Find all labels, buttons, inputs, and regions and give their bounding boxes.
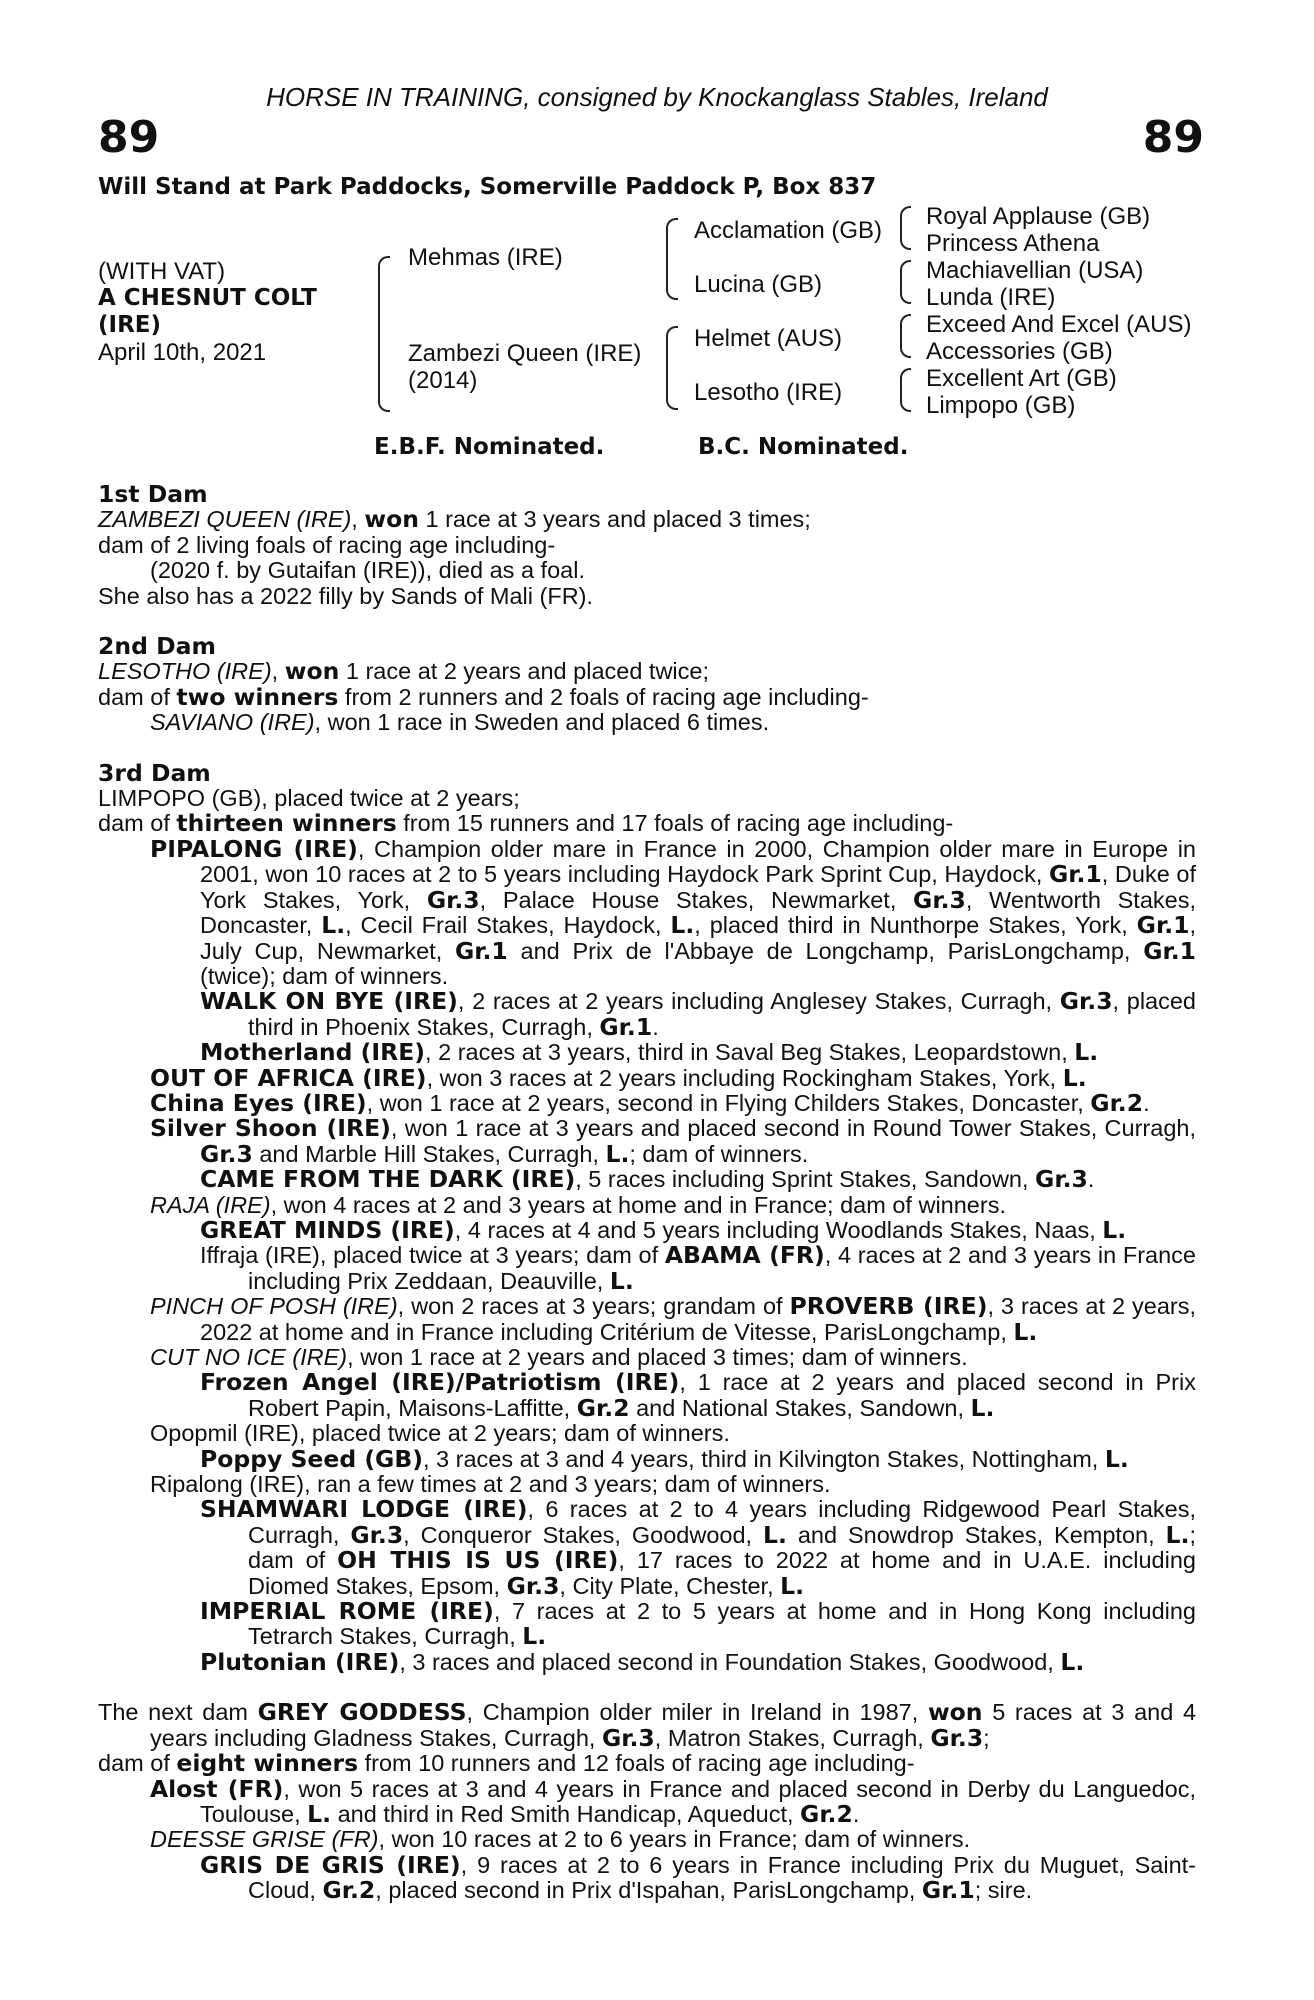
first-dam-produce: dam of 2 living foals of racing age including- bbox=[98, 531, 556, 558]
entry-motherland: Motherland (IRE), 2 races at 3 years, third in Saval Beg Stakes, Leopardstown, L. bbox=[200, 1038, 1099, 1067]
ebf-nomination: E.B.F. Nominated. bbox=[374, 434, 605, 460]
next-dam-line: The next dam GREY GODDESS, Champion older miler in Ireland in 1987, won 5 races at 3 and 4 years including Gladness Stakes, Curragh, Gr.3, Matron Stakes, Curragh, Gr.3; bbox=[98, 1698, 1197, 1752]
first-dam-heading: 1st Dam bbox=[98, 480, 208, 508]
pedigree-dam-sire: Helmet (AUS) bbox=[694, 325, 843, 352]
pedigree-brace-gg1 bbox=[900, 206, 911, 250]
second-dam-produce: dam of two winners from 2 runners and 2 foals of racing age including- bbox=[98, 682, 869, 711]
pedigree-gg-1: Royal Applause (GB) bbox=[926, 203, 1151, 230]
third-dam-heading: 3rd Dam bbox=[98, 758, 211, 787]
entry-frozen-angel: Frozen Angel (IRE)/Patriotism (IRE), 1 race at 2 years and placed second in Prix Robert Papin, Maisons-Laffitte, Gr.2 and National Stakes, Sandown, L. bbox=[200, 1368, 1196, 1422]
second-dam-line: LESOTHO (IRE), won 1 race at 2 years and placed twice; bbox=[98, 657, 710, 686]
pedigree-brace-gg3 bbox=[900, 314, 911, 358]
pedigree-sire-sire: Acclamation (GB) bbox=[694, 217, 883, 244]
pedigree-brace-gg4 bbox=[900, 368, 911, 412]
entry-opopmil: Opopmil (IRE), placed twice at 2 years; dam of winners. bbox=[150, 1420, 730, 1447]
entry-raja: RAJA (IRE), won 4 races at 2 and 3 years at home and in France; dam of winners. bbox=[150, 1191, 1006, 1218]
entry-silver-shoon: Silver Shoon (IRE), won 1 race at 3 years and placed second in Round Tower Stakes, Curragh, Gr.3 and Marble Hill Stakes, Curragh, L.; dam of winners. bbox=[150, 1114, 1196, 1168]
entry-pipalong: PIPALONG (IRE), Champion older mare in France in 2000, Champion older mare in Europe in 2001, won 10 races at 2 to 5 years including Haydock Park Sprint Cup, Haydock, Gr.1, Duke of York Stakes, York, Gr.3, Palace House Stakes, Newmarket, Gr.3, Wentworth Stakes, Doncaster, L., Cecil Frail Stakes, Haydock, L., placed third in Nunthorpe Stakes, York, Gr.1, July Cup, Newmarket, Gr.1 and Prix de l'Abbaye de Longchamp, ParisLongchamp, Gr.1 (twice); dam of winners. bbox=[150, 834, 1197, 989]
third-dam-produce: dam of thirteen winners from 15 runners and 17 foals of racing age including- bbox=[98, 809, 954, 838]
horse-description: A CHESNUT COLT bbox=[98, 285, 317, 311]
pedigree-sire-dam: Lucina (GB) bbox=[694, 271, 823, 298]
consignor-line: HORSE IN TRAINING, consigned by Knockanglass Stables, Ireland bbox=[266, 82, 1048, 112]
pedigree-brace-dam bbox=[666, 326, 678, 410]
entry-deesse-grise: DEESSE GRISE (FR), won 10 races at 2 to 6 years in France; dam of winners. bbox=[150, 1826, 971, 1853]
lot-number-right: 89 bbox=[1142, 112, 1204, 163]
entry-came-from-the-dark: CAME FROM THE DARK (IRE), 5 races including Sprint Stakes, Sandown, Gr.3. bbox=[200, 1165, 1095, 1194]
horse-origin: (IRE) bbox=[98, 312, 162, 338]
pedigree-gg-2: Princess Athena bbox=[926, 230, 1100, 257]
produce-record bbox=[98, 482, 1196, 1904]
entry-great-minds: GREAT MINDS (IRE), 4 races at 4 and 5 years including Woodlands Stakes, Naas, L. bbox=[200, 1215, 1127, 1244]
pedigree-gg-4: Lunda (IRE) bbox=[926, 284, 1056, 311]
entry-shamwari-lodge: SHAMWARI LODGE (IRE), 6 races at 2 to 4 years including Ridgewood Pearl Stakes, Curragh, Gr.3, Conqueror Stakes, Goodwood, L. and Snowdrop Stakes, Kempton, L.; dam of OH THIS IS US (IRE), 17 races to 2022 at home and in U.A.E. including Diomed Stakes, Epsom, Gr.3, City Plate, Chester, L. bbox=[200, 1495, 1196, 1600]
entry-alost: Alost (FR), won 5 races at 3 and 4 years in France and placed second in Derby du Languedoc, Toulouse, L. and third in Red Smith Handicap, Aqueduct, Gr.2. bbox=[150, 1774, 1196, 1828]
entry-pinch-of-posh: PINCH OF POSH (IRE), won 2 races at 3 years; grandam of PROVERB (IRE), 3 races at 2 years, 2022 at home and in France including Critérium de Vitesse, ParisLongchamp, L. bbox=[150, 1292, 1196, 1346]
pedigree-gg-6: Accessories (GB) bbox=[926, 338, 1113, 365]
pedigree-dam-dam: Lesotho (IRE) bbox=[694, 379, 843, 406]
pedigree-brace-sire bbox=[666, 218, 678, 300]
pedigree-sire: Mehmas (IRE) bbox=[408, 244, 563, 271]
first-dam-foal: (2020 f. by Gutaifan (IRE)), died as a foal. bbox=[150, 557, 585, 584]
pedigree-gg-8: Limpopo (GB) bbox=[926, 392, 1076, 419]
pedigree-brace-gen1 bbox=[378, 256, 390, 412]
stand-location: Will Stand at Park Paddocks, Somerville Paddock P, Box 837 bbox=[98, 174, 877, 200]
pedigree-brace-gg2 bbox=[900, 260, 911, 304]
entry-out-of-africa: OUT OF AFRICA (IRE), won 3 races at 2 years including Rockingham Stakes, York, L. bbox=[150, 1063, 1087, 1092]
entry-gris-de-gris: GRIS DE GRIS (IRE), 9 races at 2 to 6 years in France including Prix du Muguet, Saint-Cloud, Gr.2, placed second in Prix d'Ispahan, ParisLongchamp, Gr.1; sire. bbox=[200, 1850, 1196, 1905]
lot-number-left: 89 bbox=[98, 112, 160, 163]
entry-walk-on-bye: WALK ON BYE (IRE), 2 races at 2 years including Anglesey Stakes, Curragh, Gr.3, placed third in Phoenix Stakes, Curragh, Gr.1. bbox=[200, 987, 1196, 1041]
entry-imperial-rome: IMPERIAL ROME (IRE), 7 races at 2 to 5 years at home and in Hong Kong including Tetrarch Stakes, Curragh, L. bbox=[200, 1597, 1196, 1651]
bc-nomination: B.C. Nominated. bbox=[698, 434, 909, 460]
vat-note: (WITH VAT) bbox=[98, 258, 226, 285]
third-dam-line: LIMPOPO (GB), placed twice at 2 years; bbox=[98, 785, 520, 812]
second-dam-heading: 2nd Dam bbox=[98, 632, 216, 661]
entry-ripalong: Ripalong (IRE), ran a few times at 2 and 3 years; dam of winners. bbox=[150, 1471, 831, 1498]
pedigree-dam: Zambezi Queen (IRE) bbox=[408, 340, 642, 367]
entry-iffraja: Iffraja (IRE), placed twice at 3 years; dam of ABAMA (FR), 4 races at 2 and 3 years in France including Prix Zeddaan, Deauville, L. bbox=[200, 1241, 1197, 1295]
first-dam-note: She also has a 2022 filly by Sands of Mali (FR). bbox=[98, 582, 594, 609]
next-dam-produce: dam of eight winners from 10 runners and 12 foals of racing age including- bbox=[98, 1749, 915, 1778]
entry-plutonian: Plutonian (IRE), 3 races and placed second in Foundation Stakes, Goodwood, L. bbox=[200, 1647, 1085, 1676]
pedigree-gg-5: Exceed And Excel (AUS) bbox=[926, 311, 1192, 338]
foaling-date: April 10th, 2021 bbox=[98, 339, 267, 366]
first-dam-line: ZAMBEZI QUEEN (IRE), won 1 race at 3 years and placed 3 times; bbox=[98, 505, 811, 534]
pedigree-dam-year: (2014) bbox=[408, 367, 478, 394]
entry-china-eyes: China Eyes (IRE), won 1 race at 2 years, second in Flying Childers Stakes, Doncaster, Gr.2. bbox=[150, 1088, 1150, 1117]
second-dam-runner: SAVIANO (IRE), won 1 race in Sweden and placed 6 times. bbox=[150, 709, 770, 736]
pedigree-gg-7: Excellent Art (GB) bbox=[926, 365, 1117, 392]
pedigree-gg-3: Machiavellian (USA) bbox=[926, 257, 1144, 284]
entry-cut-no-ice: CUT NO ICE (IRE), won 1 race at 2 years and placed 3 times; dam of winners. bbox=[150, 1344, 968, 1370]
entry-poppy-seed: Poppy Seed (GB), 3 races at 3 and 4 years, third in Kilvington Stakes, Nottingham, L. bbox=[200, 1444, 1129, 1473]
